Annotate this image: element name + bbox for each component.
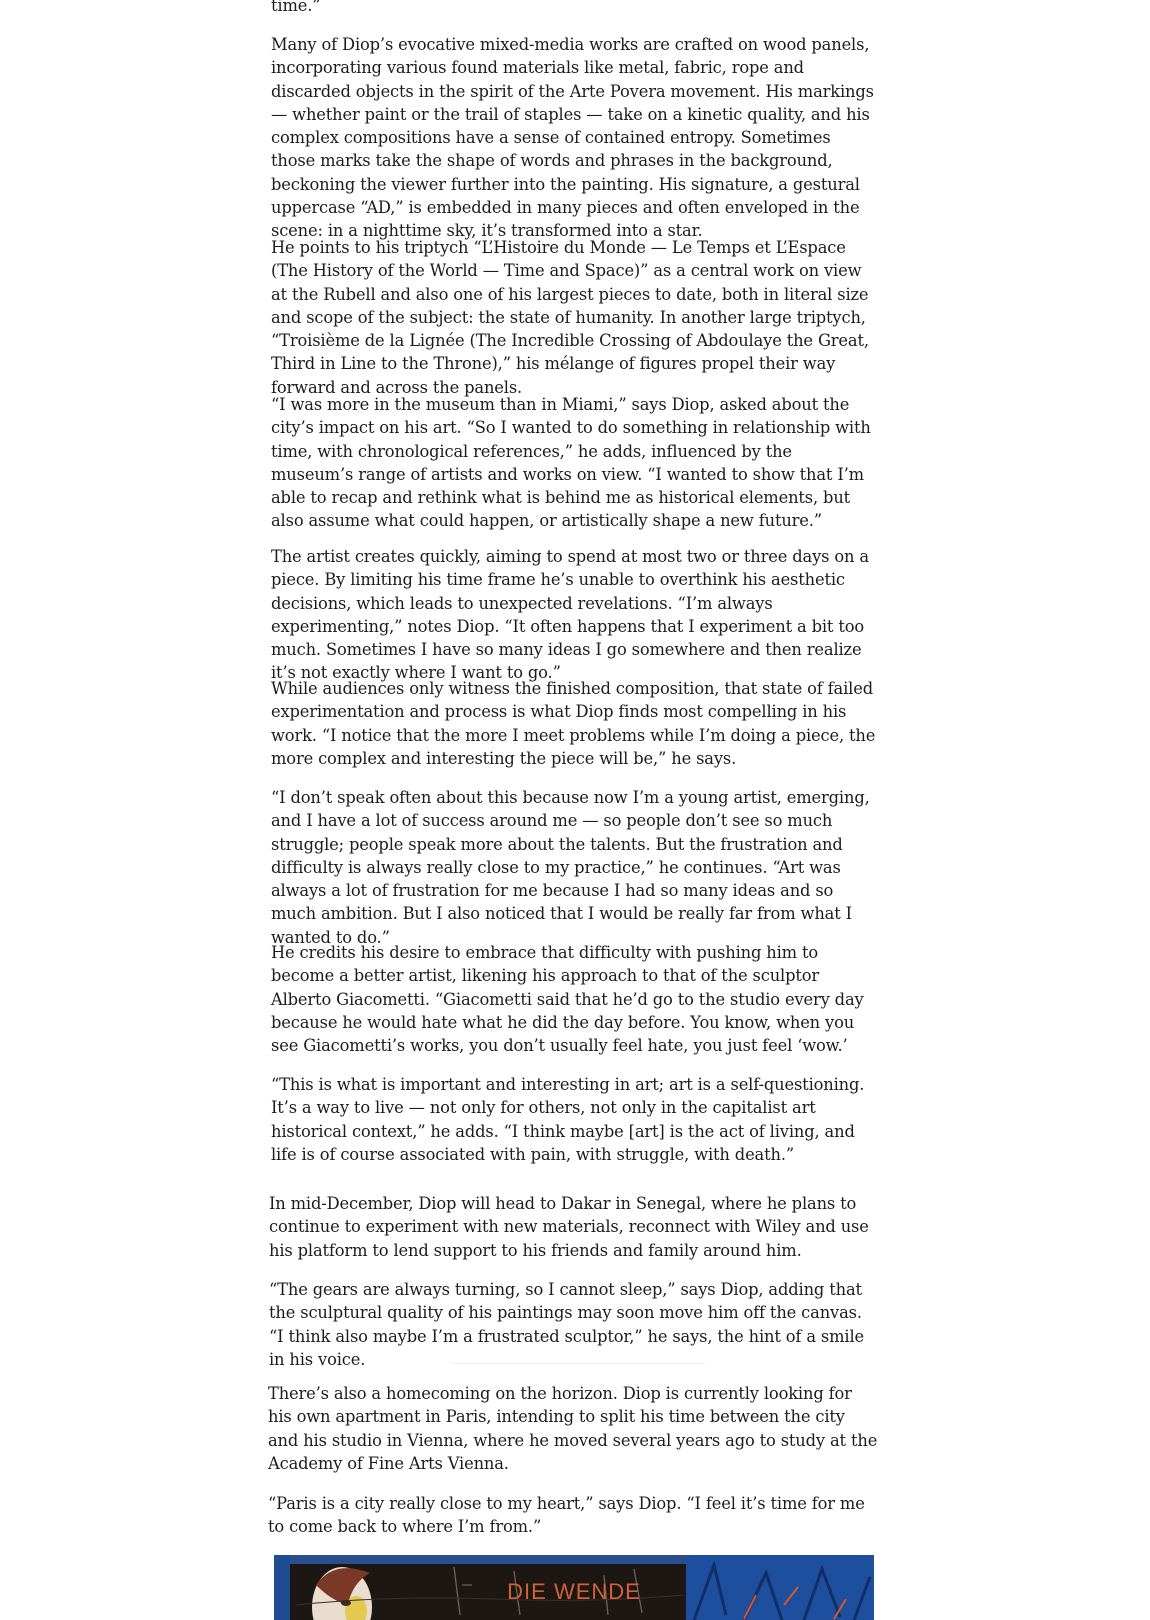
article-paragraph: He points to his triptych “L’Histoire du Monde — Le Temps et L’Espace (The History of the World — Time and Space)” as a central work on view at the Rubell and also one of his largest pieces to date, both in literal size and scope of the subject: the state of humanity. In another large triptych, “Troisième de la Lignée (The Incredible Crossing of Abdoulaye the Great, Third in Line to the Throne),” his mélange of figures propel their way forward and across the panels. bbox=[271, 238, 869, 397]
article-paragraph: The artist creates quickly, aiming to spend at most two or three days on a piece. By limiting his time frame he’s unable to overthink his aesthetic decisions, which leads to unexpected revelations. “I’m always experimenting,” notes Diop. “It often happens that I experiment a bit too much. Sometimes I have so many ideas I go somewhere and then realize it’s not exactly where I want to go.” bbox=[271, 547, 869, 683]
article-paragraph: “I don’t speak often about this because now I’m a young artist, emerging, and I have a lot of success around me — so people don’t see so much struggle; people speak more about the talents. But the frustration and difficulty is always really close to my practice,” he continues. “Art was always a lot of frustration for me because I had so many ideas and so much ambition. But I also noticed that I would be really far from what I wanted to do.” bbox=[271, 788, 870, 947]
artwork-painting bbox=[274, 1555, 874, 1620]
section-divider bbox=[450, 1363, 705, 1364]
article-paragraph: time.” bbox=[271, 0, 321, 15]
article-paragraph: Many of Diop’s evocative mixed-media works are crafted on wood panels, incorporating various found materials like metal, fabric, rope and discarded objects in the spirit of the Arte Povera movement. His markings — whether paint or the trail of staples — take on a kinetic quality, and his complex compositions have a sense of contained entropy. Sometimes those marks take the shape of words and phrases in the background, beckoning the viewer further into the painting. His signature, a gestural uppercase “AD,” is embedded in many pieces and often enveloped in the scene: in a nighttime sky, it’s transformed into a star. bbox=[271, 35, 874, 241]
article-paragraph: “This is what is important and interesting in art; art is a self-questioning. It’s a way to live — not only for others, not only in the capitalist art historical context,” he adds. “I think maybe [art] is the act of living, and life is of course associated with pain, with struggle, with death.” bbox=[271, 1075, 865, 1164]
article-paragraph: In mid-December, Diop will head to Dakar in Senegal, where he plans to continue to experiment with new materials, reconnect with Wiley and use his platform to lend support to his friends and family around him. bbox=[269, 1194, 869, 1260]
article-paragraph: He credits his desire to embrace that difficulty with pushing him to become a better artist, likening his approach to that of the sculptor Alberto Giacometti. “Giacometti said that he’d go to the studio every day because he would hate what he did the day before. You know, when you see Giacometti’s works, you don’t usually feel hate, you just feel ‘wow.’ bbox=[271, 943, 864, 1056]
article-paragraph: “I was more in the museum than in Miami,” says Diop, asked about the city’s impact on his art. “So I wanted to do something in relationship with time, with chronological references,” he adds, influenced by the museum’s range of artists and works on view. “I wanted to show that I’m able to recap and rethink what is behind me as historical elements, but also assume what could happen, or artistically shape a new future.” bbox=[271, 395, 871, 531]
article-paragraph: There’s also a homecoming on the horizon. Diop is currently looking for his own apartment in Paris, intending to split his time between the city and his studio in Vienna, where he moved several years ago to study at the Academy of Fine Arts Vienna. bbox=[268, 1384, 878, 1473]
article-paragraph: “Paris is a city really close to my heart,” says Diop. “I feel it’s time for me to come back to where I’m from.” bbox=[268, 1494, 865, 1537]
article-paragraph: “The gears are always turning, so I cannot sleep,” says Diop, adding that the sculptural quality of his paintings may soon move him off the canvas. “I think also maybe I’m a frustrated sculptor,” he says, the hint of a smile in his voice. bbox=[269, 1280, 865, 1369]
artwork-inscription: DIE WENDE bbox=[507, 1579, 641, 1604]
artwork-image bbox=[274, 1555, 874, 1620]
article-paragraph: While audiences only witness the finished composition, that state of failed experimentation and process is what Diop finds most compelling in his work. “I notice that the more I meet problems while I’m doing a piece, the more complex and interesting the piece will be,” he says. bbox=[271, 679, 876, 768]
